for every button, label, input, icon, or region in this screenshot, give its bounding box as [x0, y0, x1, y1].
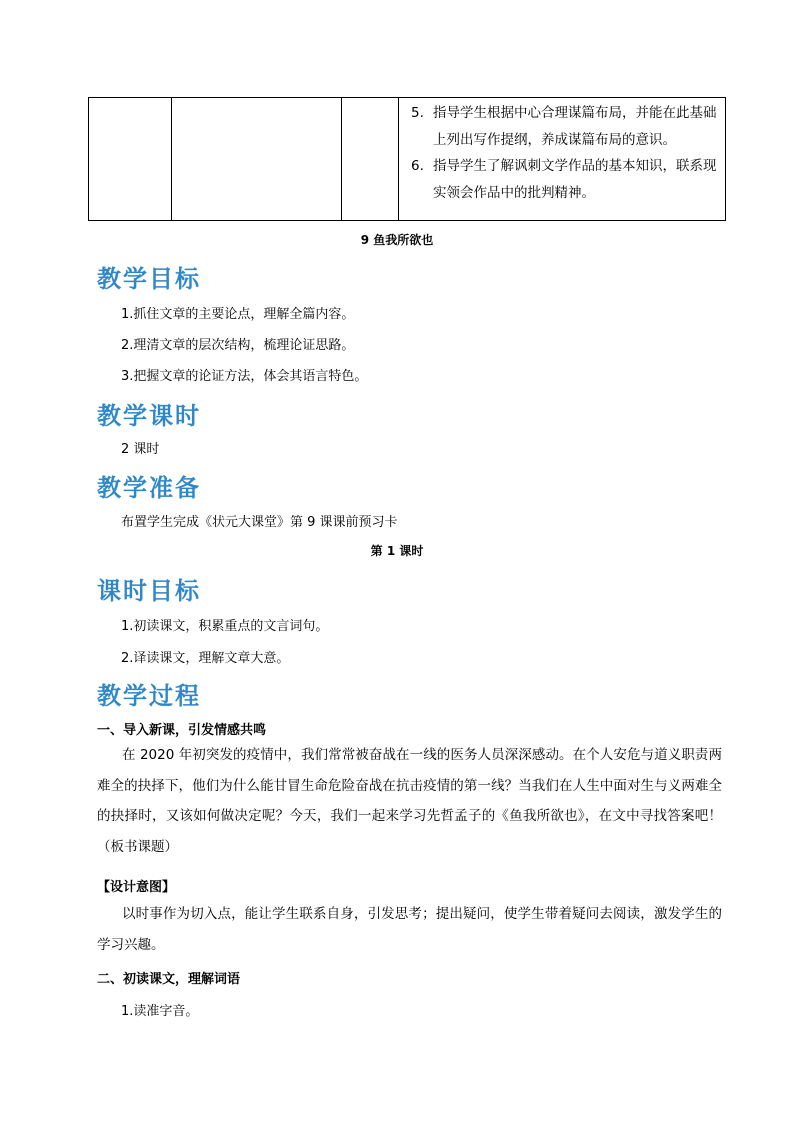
- table-cell-empty: [172, 98, 342, 221]
- item-number: 6.: [411, 158, 424, 174]
- hours-text: 2 课时: [121, 442, 160, 457]
- preparation-text: 布置学生完成《状元大课堂》第 9 课课前预习卡: [121, 515, 398, 530]
- heading-teaching-goals: 教学目标: [97, 265, 201, 293]
- step-title: 二、初读课文，理解词语: [97, 972, 241, 987]
- period-goal-item: 2.译读课文，理解文章大意。: [121, 651, 290, 666]
- heading-teaching-hours: 教学课时: [97, 402, 201, 430]
- step-item: 1.读准字音。: [121, 1004, 199, 1019]
- list-item: [411, 153, 719, 206]
- lesson-title: 9 鱼我所欲也: [360, 233, 434, 247]
- design-intent-label: 【设计意图】: [97, 880, 176, 895]
- period-title: 第 1 课时: [370, 544, 424, 558]
- table-cell-empty: [89, 98, 172, 221]
- item-text: 指导学生根据中心合理谋篇布局，并能在此基础上列出写作提纲，养成谋篇布局的意识。: [433, 105, 717, 148]
- heading-process: 教学过程: [97, 682, 201, 710]
- table-cell-goals: [399, 98, 726, 221]
- step-title: 一、导入新课，引发情感共鸣: [97, 723, 267, 738]
- intro-paragraph: 在 2020 年初突发的疫情中，我们常常被奋战在一线的医务人员深深感动。在个人安危与道义职责两难全的抉择下，他们为什么能甘冒生命危险奋战在抗击疫情的第一线？当我们在人生中面对生与义两难全的抉择时，又该如何做决定呢？今天，我们一起来学习先哲孟子的《鱼我所欲也》，在文中寻找答案吧！（板书课题）: [97, 747, 722, 855]
- list-item: [411, 100, 719, 153]
- goal-item: 3.把握文章的论证方法，体会其语言特色。: [121, 369, 368, 384]
- heading-preparation: 教学准备: [97, 474, 201, 502]
- item-text: 指导学生了解讽刺文学作品的基本知识，联系现实领会作品中的批判精神。: [433, 158, 717, 201]
- design-intent-paragraph: 以时事作为切入点，能让学生联系自身，引发思考；提出疑问，使学生带着疑问去阅读，激发学生的学习兴趣。: [97, 906, 722, 953]
- table-cell-empty: [342, 98, 399, 221]
- goal-item: 1.抓住文章的主要论点，理解全篇内容。: [121, 307, 355, 322]
- table-row: [89, 98, 726, 221]
- goal-item: 2.理清文章的层次结构，梳理论证思路。: [121, 338, 355, 353]
- heading-period-goals: 课时目标: [97, 577, 201, 605]
- lesson-plan-table: [88, 97, 726, 221]
- item-number: 5.: [411, 105, 424, 121]
- period-goal-item: 1.初读课文，积累重点的文言词句。: [121, 619, 329, 634]
